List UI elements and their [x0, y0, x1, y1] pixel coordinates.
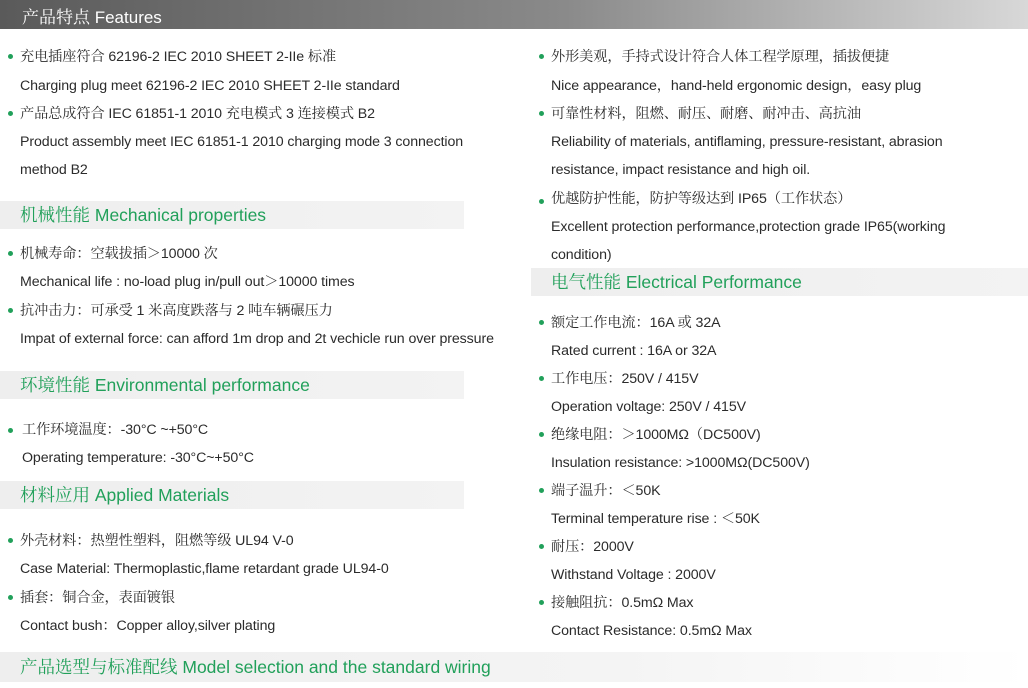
- feature-line: 优越防护性能，防护等级达到 IP65（工作状态）: [551, 191, 852, 207]
- bullet-icon: [539, 111, 544, 116]
- spec-line: 绝缘电阻：＞1000MΩ（DC500V): [551, 427, 761, 443]
- spec-line: 工作电压：250V / 415V: [551, 371, 699, 387]
- spec-line: Rated current : 16A or 32A: [551, 343, 717, 359]
- mechanical-heading: 机械性能 Mechanical properties: [0, 201, 464, 229]
- bullet-icon: [8, 251, 13, 256]
- bullet-icon: [8, 428, 13, 433]
- environmental-heading: 环境性能 Environmental performance: [0, 371, 464, 399]
- spec-line: 外壳材料：热塑性塑料，阻燃等级 UL94 V-0: [20, 533, 294, 549]
- spec-line: 额定工作电流：16A 或 32A: [551, 315, 721, 331]
- bullet-icon: [539, 432, 544, 437]
- features-title: 产品特点 Features: [22, 8, 162, 27]
- bullet-icon: [8, 308, 13, 313]
- features-header-bar: [0, 0, 1028, 29]
- model-selection-heading: 产品选型与标准配线 Model selection and the standard wiring: [0, 652, 1028, 682]
- feature-line: condition): [551, 247, 612, 263]
- materials-heading: 材料应用 Applied Materials: [0, 481, 464, 509]
- bullet-icon: [539, 488, 544, 493]
- bullet-icon: [8, 54, 13, 59]
- spec-line: Contact bush：Copper alloy,silver plating: [20, 618, 276, 634]
- bullet-icon: [8, 595, 13, 600]
- spec-line: 工作环境温度：-30°C ~+50°C: [22, 422, 209, 438]
- spec-line: 耐压：2000V: [551, 539, 634, 555]
- feature-line: 外形美观，手持式设计符合人体工程学原理，插拔便捷: [551, 49, 890, 65]
- spec-line: 插套：铜合金，表面镀银: [20, 590, 175, 606]
- spec-line: Terminal temperature rise : ＜50K: [551, 511, 760, 527]
- bullet-icon: [8, 538, 13, 543]
- feature-line: method B2: [20, 162, 88, 178]
- bullet-icon: [539, 199, 544, 204]
- feature-line: 产品总成符合 IEC 61851-1 2010 充电模式 3 连接模式 B2: [20, 106, 375, 122]
- feature-line: Nice appearance，hand-held ergonomic design，easy plug: [551, 78, 922, 94]
- spec-line: Withstand Voltage : 2000V: [551, 567, 716, 583]
- spec-line: Contact Resistance: 0.5mΩ Max: [551, 623, 752, 639]
- bullet-icon: [539, 544, 544, 549]
- feature-line: Reliability of materials, antiflaming, pressure-resistant, abrasion: [551, 134, 943, 150]
- bullet-icon: [8, 111, 13, 116]
- spec-line: Insulation resistance: >1000MΩ(DC500V): [551, 455, 810, 471]
- feature-line: Product assembly meet IEC 61851-1 2010 charging mode 3 connection: [20, 134, 464, 150]
- feature-line: Charging plug meet 62196-2 IEC 2010 SHEET 2-IIe standard: [20, 78, 400, 94]
- feature-line: 可靠性材料，阻燃、耐压、耐磨、耐冲击、高抗油: [551, 106, 861, 122]
- spec-line: Impat of external force: can afford 1m drop and 2t vechicle run over pressure: [20, 331, 494, 347]
- bullet-icon: [539, 600, 544, 605]
- spec-line: Operating temperature: -30°C~+50°C: [22, 450, 254, 466]
- bullet-icon: [539, 54, 544, 59]
- spec-line: 接触阻抗：0.5mΩ Max: [551, 595, 694, 611]
- spec-line: 机械寿命：空载拔插＞10000 次: [20, 246, 218, 262]
- spec-line: Operation voltage: 250V / 415V: [551, 399, 746, 415]
- feature-line: resistance, impact resistance and high oil.: [551, 162, 811, 178]
- bullet-icon: [539, 320, 544, 325]
- bullet-icon: [539, 376, 544, 381]
- feature-line: Excellent protection performance,protection grade IP65(working: [551, 219, 946, 235]
- feature-line: 充电插座符合 62196-2 IEC 2010 SHEET 2-IIe 标准: [20, 49, 337, 65]
- spec-line: 抗冲击力：可承受 1 米高度跌落与 2 吨车辆碾压力: [20, 303, 333, 319]
- spec-line: Mechanical life : no-load plug in/pull out＞10000 times: [20, 274, 355, 290]
- spec-line: 端子温升：＜50K: [551, 483, 661, 499]
- spec-line: Case Material: Thermoplastic,flame retardant grade UL94-0: [20, 561, 389, 577]
- electrical-heading: 电气性能 Electrical Performance: [531, 268, 1028, 296]
